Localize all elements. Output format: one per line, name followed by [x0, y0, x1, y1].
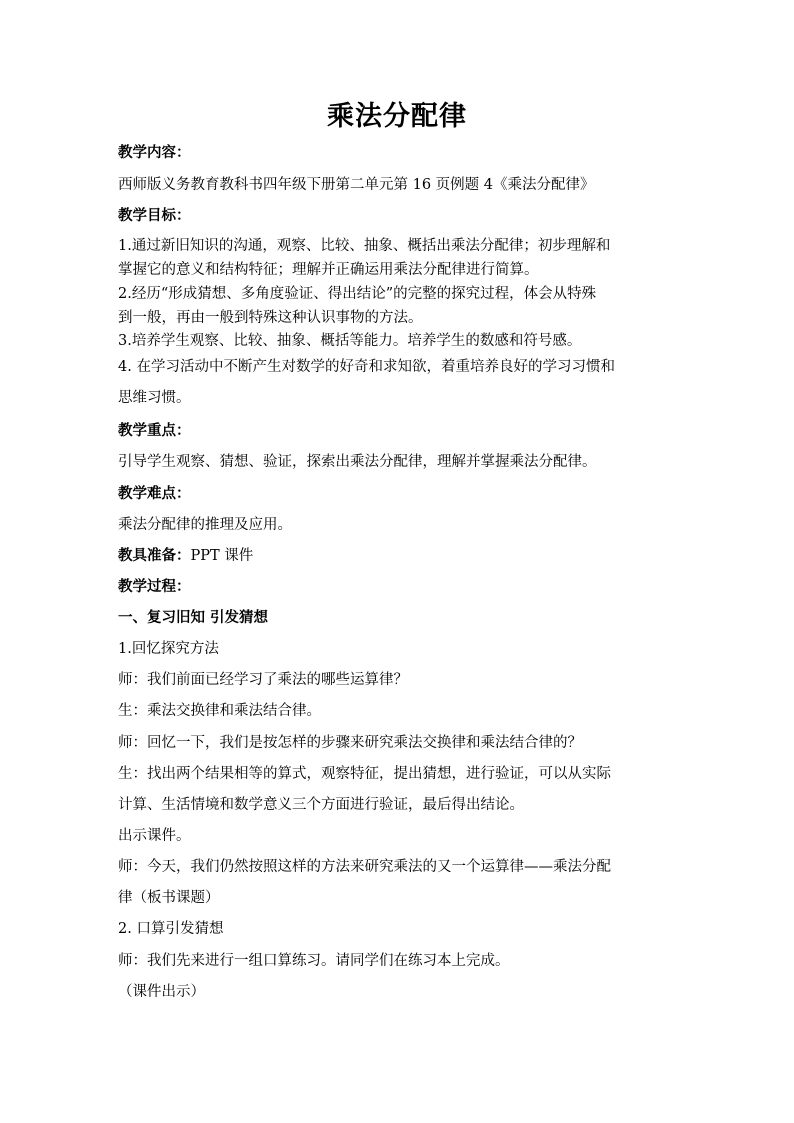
- key-points-heading: 教学重点：: [118, 423, 191, 439]
- content-heading: 教学内容：: [118, 145, 191, 161]
- step-2: 2. 口算引发猜想: [118, 921, 224, 937]
- difficulty-heading: 教学难点：: [118, 486, 191, 502]
- goal-4-line-2: 思维习惯。: [118, 390, 191, 406]
- goal-1-line-2: 掌握它的意义和结构特征；理解并正确运用乘法分配律进行简算。: [118, 262, 539, 278]
- section-1-heading: 一、复习旧知 引发猜想: [118, 610, 269, 626]
- dialog-3: 师：回忆一下，我们是按怎样的步骤来研究乘法交换律和乘法结合律的？: [118, 735, 582, 751]
- show-courseware: 出示课件。: [118, 828, 191, 844]
- goal-2-line-2: 到一般，再由一般到特殊这种认识事物的方法。: [118, 310, 423, 326]
- goal-1-line-1: 1.通过新旧知识的沟通，观察、比较、抽象、概括出乘法分配律；初步理解和: [118, 238, 611, 254]
- dialog-6: 师：我们先来进行一组口算练习。请同学们在练习本上完成。: [118, 953, 510, 969]
- goal-3: 3.培养学生观察、比较、抽象、概括等能力。培养学生的数感和符号感。: [118, 333, 582, 349]
- dialog-1: 师：我们前面已经学习了乘法的哪些运算律？: [118, 672, 408, 688]
- tools-heading: 教具准备：: [118, 548, 191, 564]
- goals-heading: 教学目标：: [118, 208, 191, 224]
- content-text: 西师版义务教育教科书四年级下册第二单元第 16 页例题 4《乘法分配律》: [118, 177, 595, 193]
- dialog-5-line-2: 律（板书课题）: [118, 890, 220, 906]
- process-heading: 教学过程：: [118, 579, 191, 595]
- dialog-5-line-1: 师：今天，我们仍然按照这样的方法来研究乘法的又一个运算律——乘法分配: [118, 859, 611, 875]
- dialog-4-line-2: 计算、生活情境和数学意义三个方面进行验证，最后得出结论。: [118, 797, 524, 813]
- key-points-text: 引导学生观察、猜想、验证，探索出乘法分配律，理解并掌握乘法分配律。: [118, 454, 597, 470]
- goal-4-line-1: 4. 在学习活动中不断产生对数学的好奇和求知欲，着重培养良好的学习习惯和: [118, 359, 615, 375]
- tools-text: PPT 课件: [190, 548, 254, 564]
- courseware-note: （课件出示）: [118, 984, 205, 1000]
- document-title: 乘法分配律: [327, 101, 467, 132]
- dialog-2: 生：乘法交换律和乘法结合律。: [118, 703, 321, 719]
- difficulty-text: 乘法分配律的推理及应用。: [118, 517, 292, 533]
- tools-line: [118, 546, 678, 566]
- step-1: 1.回忆探究方法: [118, 641, 219, 657]
- goal-2-line-1: 2.经历“形成猜想、多角度验证、得出结论”的完整的探究过程，体会从特殊: [118, 286, 597, 302]
- dialog-4-line-1: 生：找出两个结果相等的算式，观察特征，提出猜想，进行验证，可以从实际: [118, 766, 611, 782]
